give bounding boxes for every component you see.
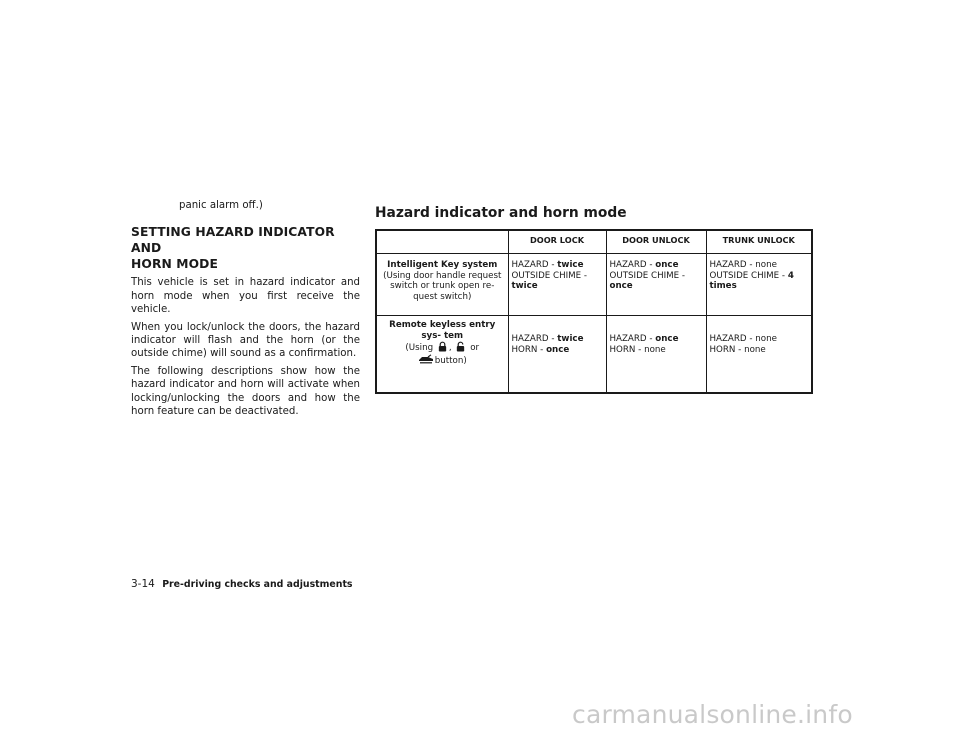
body-paragraph: This vehicle is set in hazard indicator and horn mode when you first receive the vehicle. <box>131 277 360 316</box>
right-column <box>375 204 811 394</box>
row-label-intelligent-key <box>376 254 508 316</box>
body-paragraph: The following descriptions show how the hazard indicator and horn will activate when locking/unlocking the doors and how the horn feature can be deactivated. <box>131 365 360 418</box>
section-heading-line2: HORN MODE <box>131 257 218 272</box>
table-header-trunk-unlock: TRUNK UNLOCK <box>706 230 812 254</box>
page-footer <box>131 578 353 590</box>
hazard-prefix: HAZARD - <box>511 334 558 344</box>
row-label-comma: , <box>448 343 452 354</box>
section-heading-line1: SETTING HAZARD INDICATOR AND <box>131 225 335 256</box>
chime-value: 4 times <box>709 270 794 292</box>
horn-value: once <box>546 344 570 355</box>
row-label-title: Remote keyless entry sys- tem <box>389 320 496 341</box>
watermark: carmanualsonline.info <box>572 700 853 729</box>
chime-value: once <box>609 281 633 292</box>
cell-door-unlock <box>606 254 706 316</box>
horn-value: HORN - none <box>709 344 766 355</box>
hazard-value: HAZARD - none <box>709 260 777 270</box>
horn-value: HORN - none <box>609 344 666 355</box>
table-header-blank <box>376 230 508 254</box>
hazard-prefix: HAZARD - <box>609 334 656 344</box>
table-title: Hazard indicator and horn mode <box>375 205 627 221</box>
hazard-prefix: HAZARD - <box>511 260 558 270</box>
chime-prefix: OUTSIDE CHIME - <box>609 270 686 281</box>
hazard-value: twice <box>557 260 584 270</box>
hazard-value: once <box>655 260 679 270</box>
section-heading <box>131 224 360 272</box>
chime-prefix: OUTSIDE CHIME - <box>511 270 588 281</box>
hazard-prefix: HAZARD - <box>609 260 656 270</box>
horn-prefix: HORN - <box>511 344 547 355</box>
row-label-or: or <box>470 343 480 354</box>
body-paragraph: When you lock/unlock the doors, the hazard indicator will flash and the horn (or the outside chime) will sound as a confirmation. <box>131 321 360 360</box>
hazard-value: once <box>655 334 679 344</box>
chime-prefix: OUTSIDE CHIME - <box>709 270 788 281</box>
cell-trunk-unlock <box>706 254 812 316</box>
trunk-open-icon <box>418 354 434 364</box>
cell-door-lock <box>508 254 606 316</box>
cell-door-unlock <box>606 316 706 394</box>
lock-icon <box>437 341 448 352</box>
unlock-icon <box>455 341 466 352</box>
row-label-button: button) <box>434 355 467 366</box>
chime-value: twice <box>511 281 538 292</box>
left-column <box>131 199 360 422</box>
continued-text: panic alarm off.) <box>179 200 263 211</box>
hazard-horn-table <box>375 229 813 394</box>
table-header-door-unlock: DOOR UNLOCK <box>606 230 706 254</box>
row-label-detail: (Using door handle request switch or trunk open re- quest switch) <box>383 270 502 302</box>
table-header-row <box>376 230 812 254</box>
hazard-value: HAZARD - none <box>709 334 777 344</box>
hazard-value: twice <box>557 334 584 344</box>
row-label-using: (Using <box>405 343 434 354</box>
chapter-title: Pre-driving checks and adjustments <box>162 579 353 590</box>
table-row <box>376 316 812 394</box>
page-number: 3-14 <box>131 578 155 590</box>
table-row <box>376 254 812 316</box>
row-label-title: Intelligent Key system <box>387 260 498 270</box>
row-label-remote-keyless <box>376 316 508 394</box>
cell-door-lock <box>508 316 606 394</box>
table-header-door-lock: DOOR LOCK <box>508 230 606 254</box>
cell-trunk-unlock <box>706 316 812 394</box>
